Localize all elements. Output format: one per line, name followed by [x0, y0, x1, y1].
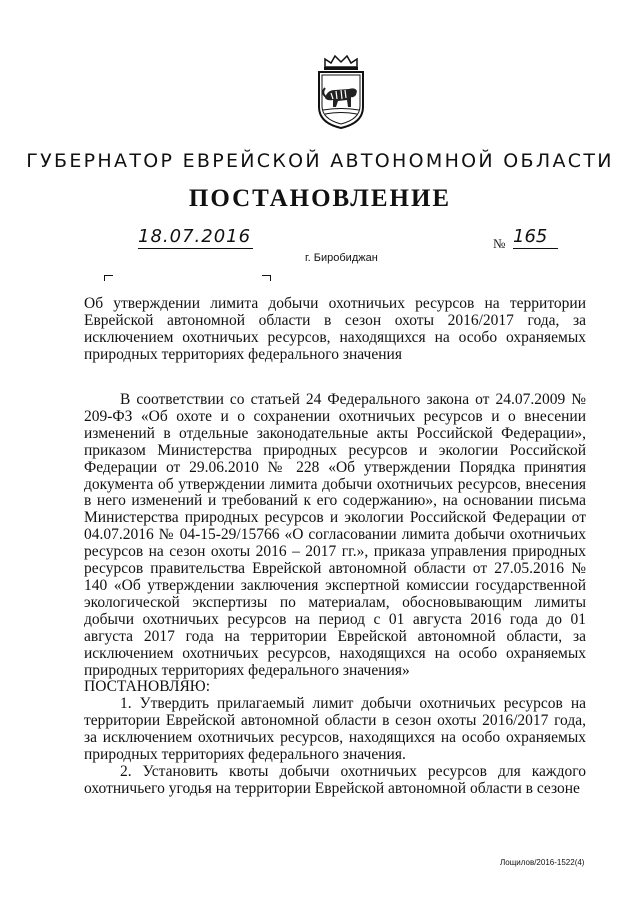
subject-corner-right — [262, 275, 271, 281]
subject-corner-left — [104, 275, 113, 281]
decree-date: 18.07.2016 — [138, 226, 252, 247]
subject-line: исключением охотничьих ресурсов, находящихся на особо охраняемых — [84, 329, 586, 346]
preamble-paragraph: В соответствии со статьей 24 Федерального закона от 24.07.2009 № 209-ФЗ «Об охоте и о сохранении охотничьих ресурсов и о внесении изменений в отдельные законодательные акты Российской Федерации», приказом Министерства природных ресурсов и экологии Российской Федерации от 29.06.2010 № 228 «Об утверждении Порядка принятия документа об утверждении лимита добычи охотничьих ресурсов, внесения в него изменений и требований к его содержанию», на основании письма Министерства природных ресурсов и экологии Российской Федерации от 04.07.2016 № 04-15-29/15766 «О согласовании лимита добычи охотничьих ресурсов на сезон охоты 2016 – 2017 гг.», приказа управления природных ресурсов правительства Еврейской автономной области от 27.05.2016 № 140 «Об утверждении заключения экспертной комиссии государственной экологической экспертизы по материалам, обосновывающим лимиты добычи охотничьих ресурсов на период с 01 августа 2016 года до 01 августа 2017 года на территории Еврейской автономной области, за исключением охотничьих ресурсов, находящихся на особо охраняемых природных территориях федерального значения» — [84, 391, 586, 679]
subject-line: природных территориях федерального значения — [84, 346, 402, 363]
org-title: ГУБЕРНАТОР ЕВРЕЙСКОЙ АВТОНОМНОЙ ОБЛАСТИ — [26, 150, 614, 172]
subject-line: Еврейской автономной области в сезон охоты 2016/2017 года, за — [84, 312, 586, 329]
decree-body — [84, 392, 586, 798]
number-sign: № — [493, 236, 506, 251]
coat-of-arms-icon — [311, 55, 371, 129]
decree-number: 165 — [513, 226, 558, 249]
decree-word: ПОСТАНОВЛЯЮ: — [84, 678, 211, 696]
decree-subject — [84, 295, 586, 363]
decree-item-1: 1. Утвердить прилагаемый лимит добычи охотничьих ресурсов на территории Еврейской автономной области в сезон охоты 2016/2017 года, за исключением охотничьих ресурсов, находящихся на особо охраняемых природных территориях федерального значения. — [84, 695, 586, 764]
city-label: г. Биробиджан — [305, 252, 378, 264]
doc-type-heading: ПОСТАНОВЛЕНИЕ — [188, 185, 452, 212]
document-code: Лощилов/2016-1522(4) — [500, 858, 585, 867]
subject-line: Об утверждении лимита добычи охотничьих ресурсов на территории — [84, 295, 586, 312]
decree-item-2: 2. Установить квоты добычи охотничьих ресурсов для каждого охотничьего угодья на территории Еврейской автономной области в сезоне — [84, 762, 586, 797]
